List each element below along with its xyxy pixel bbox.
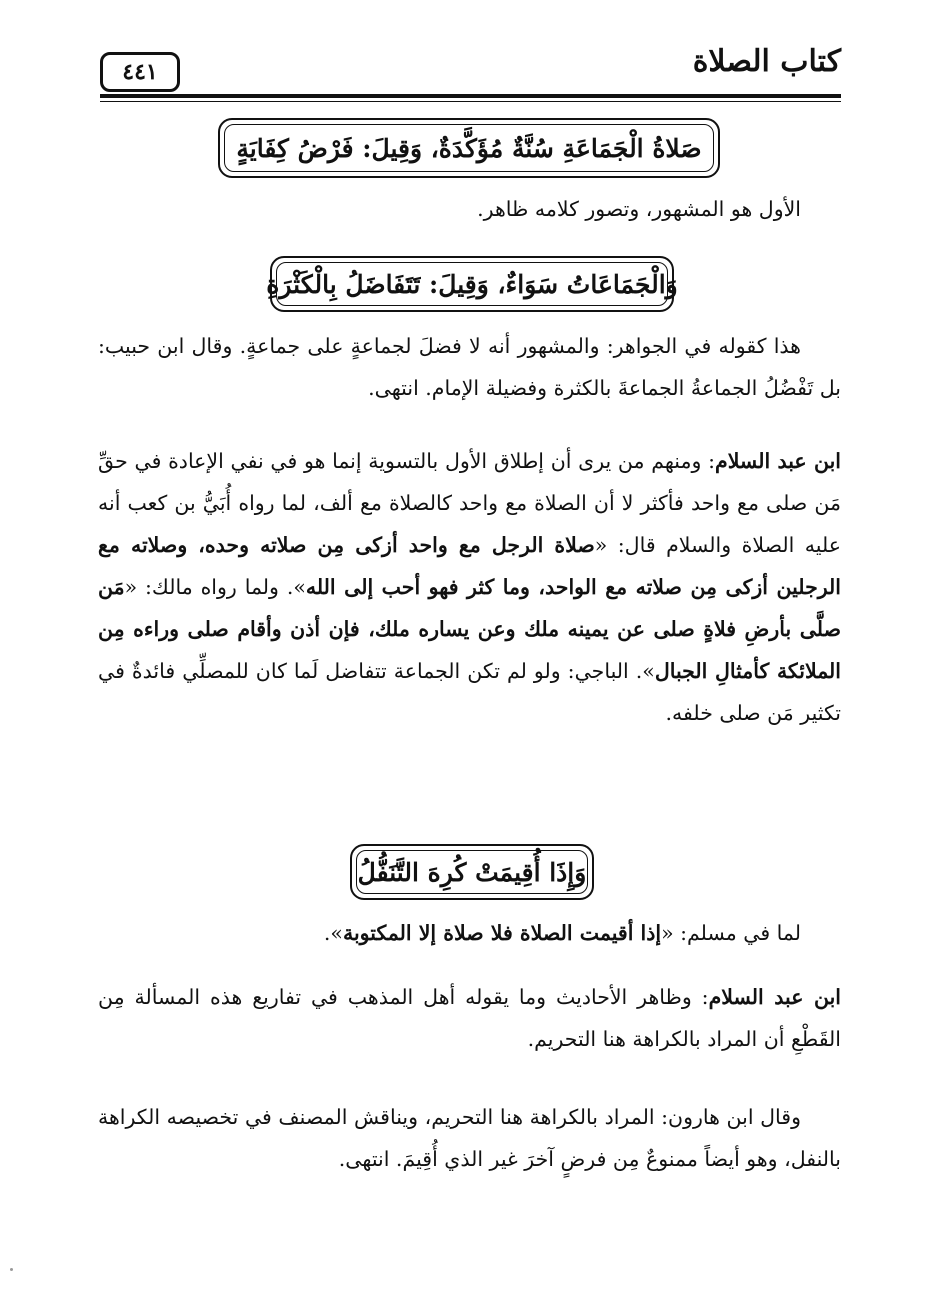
section-heading-2-text: وَالْجَمَاعَاتُ سَوَاءٌ، وَقِيلَ: تَتَفَاضَلُ بِالْكَثْرَةِ	[266, 269, 678, 299]
paragraph-4	[98, 912, 841, 954]
paragraph-6	[98, 1096, 841, 1180]
paragraph-3-text-a: : ومنهم من يرى أن إطلاق الأول بالتسوية إنما هو في نفي الإعادة في حقِّ مَن صلى مع واحد فأكثر لا أن الصلاة مع واحد كالصلاة مع ألف، لما رواه أُبَيُّ بن كعب أنه عليه الصلاة والسلام قال: «	[98, 449, 841, 557]
paragraph-5	[98, 976, 841, 1060]
paragraph-4-text-a: لما في مسلم: «	[661, 921, 801, 945]
section-heading-1	[218, 118, 720, 178]
paragraph-2-text: هذا كقوله في الجواهر: والمشهور أنه لا فضلَ لجماعةٍ على جماعةٍ. وقال ابن حبيب: بل تَفْضُلُ الجماعةُ الجماعةَ بالكثرة وفضيلة الإمام. انتهى.	[98, 334, 841, 400]
paragraph-3	[98, 440, 841, 734]
author-name: ابن عبد السلام	[708, 985, 841, 1009]
paragraph-1-text: الأول هو المشهور، وتصور كلامه ظاهر.	[477, 197, 801, 221]
section-heading-3-text: وَإِذَا أُقِيمَتْ كُرِهَ التَّنَفُّلُ	[357, 857, 587, 887]
hadith-quote-2: مَن صلَّى بأرضِ فلاةٍ صلى عن يمينه ملك وعن يساره ملك، فإن أذن وأقام صلى وراءه مِن الملائكة كأمثالِ الجبال	[98, 575, 841, 683]
page-number: ٤٤١	[100, 52, 180, 92]
paragraph-4-text-b: ».	[323, 921, 343, 945]
paragraph-6-text: وقال ابن هارون: المراد بالكراهة هنا التحريم، ويناقش المصنف في تخصيصه الكراهة بالنفل، وهو أيضاً ممنوعٌ مِن فرضٍ آخرَ غير الذي أُقِيمَ. انتهى.	[98, 1105, 841, 1171]
scan-speck	[10, 1268, 13, 1271]
hadith-quote-1: صلاة الرجل مع واحد أزكى مِن صلاته وحده، وصلاته مع الرجلين أزكى مِن صلاته مع الواحد، وما كثر فهو أحب إلى الله	[98, 533, 841, 599]
hadith-quote-3: إذا أقيمت الصلاة فلا صلاة إلا المكتوبة	[342, 921, 662, 945]
author-name: ابن عبد السلام	[715, 449, 841, 473]
header-rule-thin	[100, 101, 841, 102]
section-heading-1-text: صَلاةُ الْجَمَاعَةِ سُنَّةٌ مُؤَكَّدَةٌ، وَقِيلَ: فَرْضُ كِفَايَةٍ	[236, 133, 702, 163]
paragraph-3-text-c: ». الباجي: ولو لم تكن الجماعة تتفاضل لَما كان للمصلِّي فائدةٌ في تكثير مَن صلى خلفه.	[98, 659, 841, 725]
paragraph-1	[98, 188, 841, 230]
paragraph-3-text-b: ». ولما رواه مالك: «	[124, 575, 306, 599]
section-heading-2	[266, 256, 678, 312]
running-head: كتاب الصلاة	[692, 44, 841, 79]
section-heading-3	[350, 844, 594, 900]
paragraph-5-text: : وظاهر الأحاديث وما يقوله أهل المذهب في تفاريع هذه المسألة مِن القَطْعِ أن المراد بالكراهة هنا التحريم.	[98, 985, 841, 1051]
paragraph-2	[98, 325, 841, 409]
header-rule	[100, 94, 841, 98]
